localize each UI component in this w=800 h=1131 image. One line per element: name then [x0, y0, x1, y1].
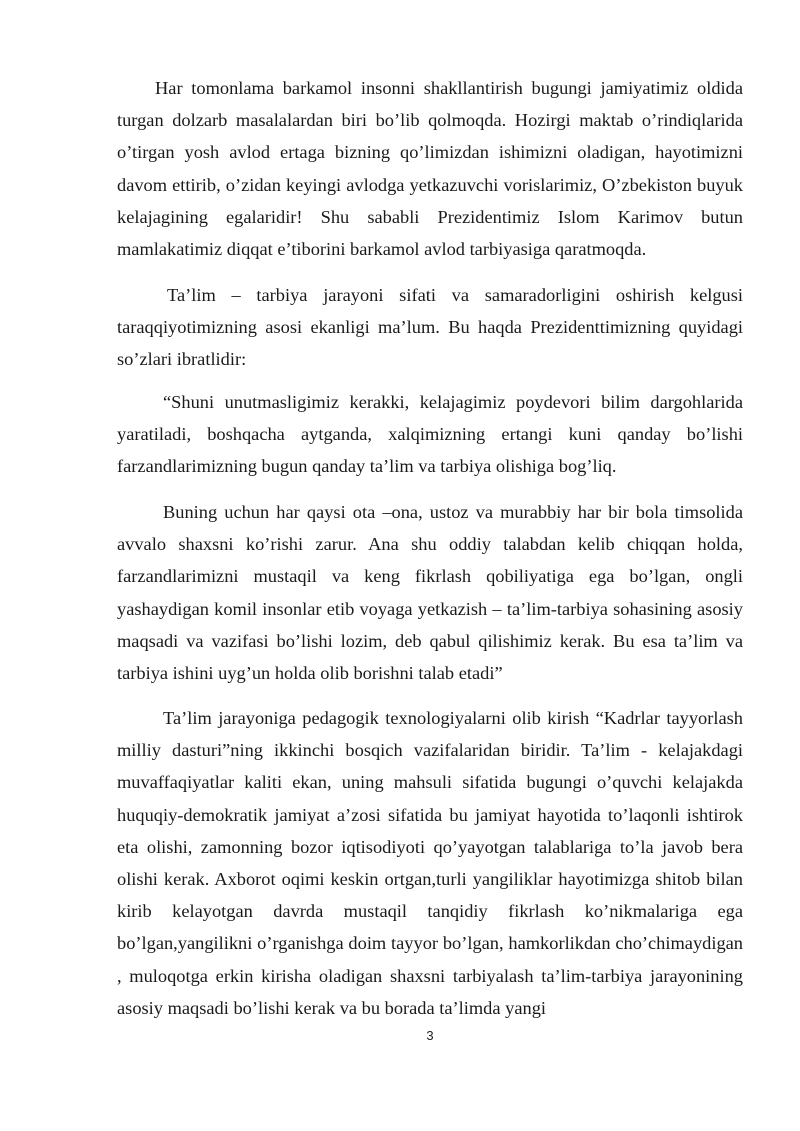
quote-paragraph: “Shuni unutmasligimiz kerakki, kelajagimiz poydevori bilim dargohlarida yaratiladi, boshqacha aytganda, xalqimizning ertangi kuni qanday bo’lishi farzandlarimizning bugun qanday ta’lim va tarbiya olishiga bog’liq. [117, 392, 743, 477]
body-text-p5 [117, 702, 743, 1024]
body-text-p4 [117, 496, 743, 689]
quote-paragraph: Buning uchun har qaysi ota –ona, ustoz va murabbiy har bir bola timsolida avvalo shaxsni ko’rishi zarur. Ana shu oddiy talabdan kelib chiqqan holda, farzandlarimizni mustaqil va keng fikrlash qobiliyatiga ega bo’lgan, ongli yashaydigan komil insonlar etib voyaga yetkazish – ta’lim-tarbiya sohasining asosiy maqsadi va vazifasi bo’lishi lozim, deb qabul qilishimiz kerak. Bu esa ta’lim va tarbiya ishini uyg’un holda olib borishni talab etadi” [117, 502, 743, 684]
body-text-p1 [117, 72, 743, 265]
page-number: 3 [426, 1028, 434, 1043]
paragraph: Ta’lim jarayoniga pedagogik texnologiyalarni olib kirish “Kadrlar tayyorlash milliy dasturi”ning ikkinchi bosqich vazifalaridan biridir. Ta’lim - kelajakdagi muvaffaqiyatlar kaliti ekan, uning mahsuli sifatida bugungi o’quvchi kelajakda huquqiy-demokratik jamiyat a’zosi sifatida bu jamiyat hayotida to’laqonli ishtirok eta olishi, zamonning bozor iqtisodiyoti qo’yayotgan talablariga to’la javob bera olishi kerak. Axborot oqimi keskin ortgan,turli yangiliklar hayotimizga shitob bilan kirib kelayotgan davrda mustaqil tanqidiy fikrlash ko’nikmalariga ega bo’lgan,yangilikni o’rganishga doim tayyor bo’lgan, hamkorlikdan cho’chimaydigan , muloqotga erkin kirisha oladigan shaxsni tarbiyalash ta’lim-tarbiya jarayonining asosiy maqsadi bo’lishi kerak va bu borada ta’limda yangi [117, 708, 743, 1018]
paragraph: Ta’lim – tarbiya jarayoni sifati va samaradorligini oshirish kelgusi taraqqiyotimizning asosi ekanligi ma’lum. Bu haqda Prezidenttimizning quyidagi so’zlari ibratlidir: [117, 285, 743, 370]
body-text-p2 [117, 279, 743, 376]
body-text-p3 [117, 386, 743, 483]
paragraph: Har tomonlama barkamol insonni shakllantirish bugungi jamiyatimiz oldida turgan dolzarb masalalardan biri bo’lib qolmoqda. Hozirgi maktab o’rindiqlarida o’tirgan yosh avlod ertaga bizning qo’limizdan ishimizni oladigan, hayotimizni davom ettirib, o’zidan keyingi avlodga yetkazuvchi vorislarimiz, O’zbekiston buyuk kelajagining egalaridir! Shu sababli Prezidentimiz Islom Karimov butun mamlakatimiz diqqat e’tiborini barkamol avlod tarbiyasiga qaratmoqda. [117, 78, 743, 260]
